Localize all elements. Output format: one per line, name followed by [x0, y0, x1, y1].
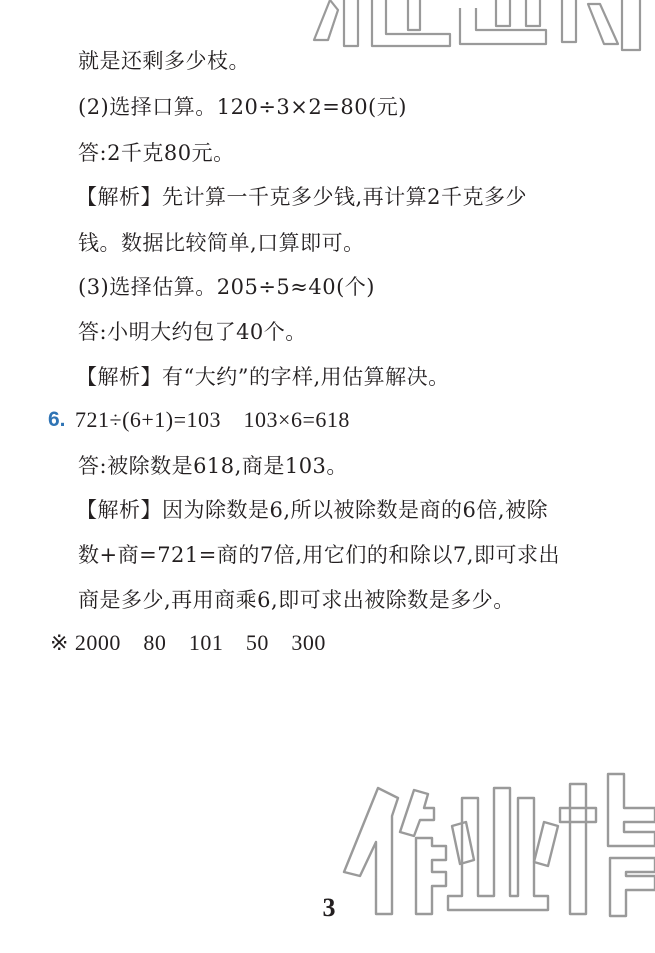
text-line-10: 答:被除数是618,商是103。 [78, 454, 348, 478]
text-line-1: 就是还剩多少枝。 [78, 49, 250, 73]
text-line-14: ※ 2000 80 101 50 300 [50, 630, 326, 655]
page-number: 3 [322, 893, 336, 922]
text-line-9: 721÷(6+1)=103 103×6=618 [75, 407, 350, 432]
text-line-13: 商是多少,再用商乘6,即可求出被除数是多少。 [78, 588, 515, 612]
text-line-7: 答:小明大约包了40个。 [78, 320, 307, 344]
watermark-bottom [338, 768, 655, 918]
question-number-6: 6. [48, 408, 66, 431]
text-line-2: (2)选择口算。120÷3×2=80(元) [78, 95, 407, 119]
text-line-8: 【解析】有“大约”的字样,用估算解决。 [76, 365, 450, 389]
text-line-11: 【解析】因为除数是6,所以被除数是商的6倍,被除 [76, 498, 549, 522]
text-line-4: 【解析】先计算一千克多少钱,再计算2千克多少 [76, 185, 528, 209]
text-line-12: 数+商=721=商的7倍,用它们的和除以7,即可求出 [78, 543, 560, 567]
text-line-3: 答:2千克80元。 [78, 141, 235, 165]
text-line-5: 钱。数据比较简单,口算即可。 [78, 231, 365, 255]
text-line-6: (3)选择估算。205÷5≈40(个) [78, 275, 375, 299]
watermark-top [300, 0, 655, 52]
